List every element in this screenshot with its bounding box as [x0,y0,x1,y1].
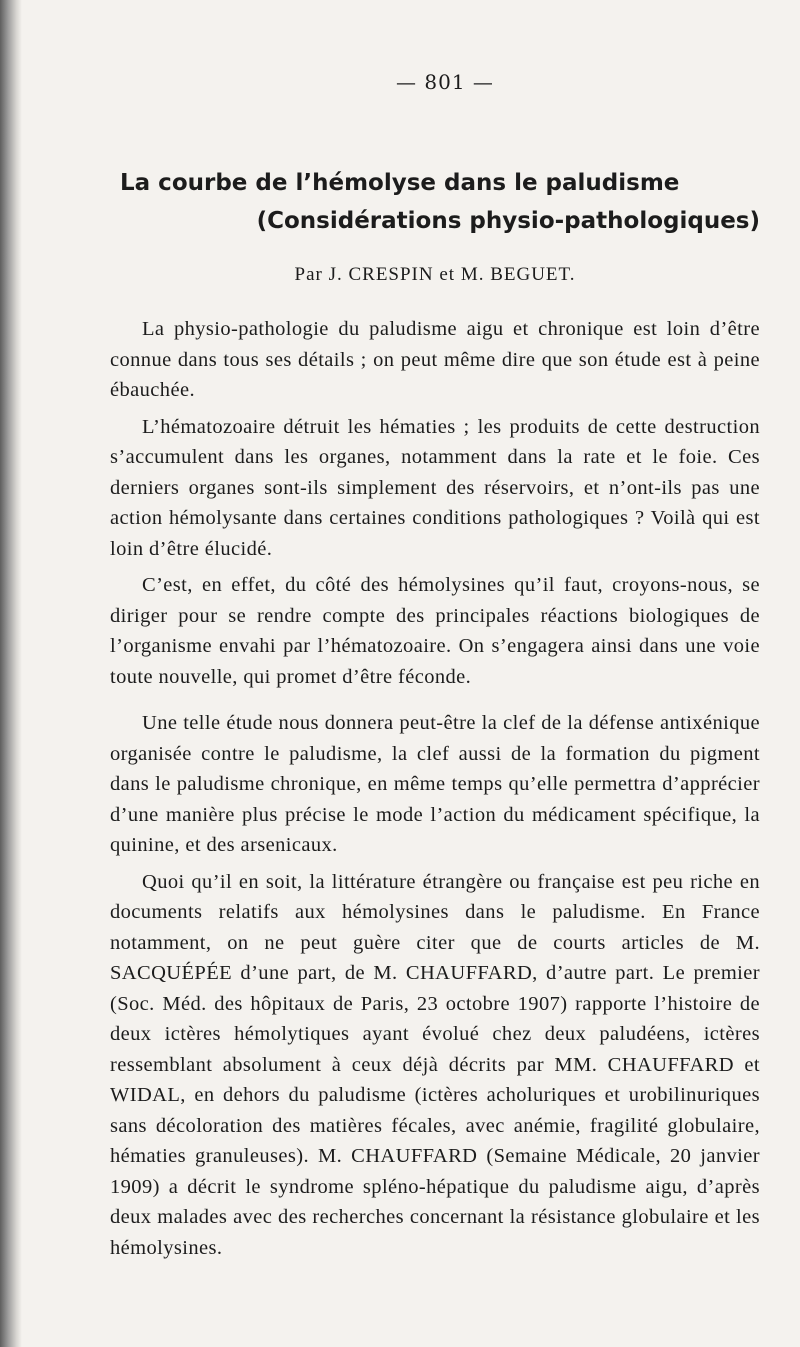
paragraph-2: L’hématozoaire détruit les hématies ; les produits de cette destruction s’accumulent dans les organes, notamment dans la rate et le foie. Ces derniers organes sont-ils simplement des réservoirs, et n’ont-ils pas une action hémolysante dans certaines conditions pathologiques ? Voilà qui est loin d’être élucidé. [110,415,760,560]
paragraph-3: C’est, en effet, du côté des hémolysines qu’il faut, croyons-nous, se diriger pour se rendre compte des principales réactions biologiques de l’organisme envahi par l’hématozoaire. On s’engagera ainsi dans une voie toute nouvelle, qui promet d’être féconde. [110,574,760,688]
article-title-line-1: La courbe de l’hémolyse dans le paludisme [120,170,680,196]
paragraph-4: Une telle étude nous donnera peut-être la clef de la défense antixénique organisée contre le paludisme, la clef aussi de la formation du pigment dans le paludisme chronique, en même temps qu’elle permettra d’apprécier d’une manière plus précise le mode l’action du médicament spécifique, la quinine, et des arsenicaux. [110,712,760,856]
paragraph-1: La physio-pathologie du paludisme aigu et chronique est loin d’être connue dans tous ses détails ; on peut même dire que son étude est à peine ébauchée. [110,318,760,401]
article-body [110,314,760,1263]
document-page [110,70,760,1269]
page-number: — 801 — [396,70,494,94]
article-authors: Par J. CRESPIN et M. BEGUET. [294,264,576,285]
paragraph-5: Quoi qu’il en soit, la littérature étrangère ou française est peu riche en documents relatifs aux hémolysines dans le paludisme. En France notamment, on ne peut guère citer que de courts articles de M. SACQUÉPÉE d’une part, de M. CHAUFFARD, d’autre part. Le premier (Soc. Méd. des hôpitaux de Paris, 23 octobre 1907) rapporte l’histoire de deux ictères hémolytiques ayant évolué chez deux paludéens, ictères ressemblant absolument à ceux déjà décrits par MM. CHAUFFARD et WIDAL, en dehors du paludisme (ictères acholuriques et urobilinuriques sans décoloration des matières fécales, avec anémie, fragilité globulaire, hématies granuleuses). M. CHAUFFARD (Semaine Médicale, 20 janvier 1909) a décrit le syndrome spléno-hépatique du paludisme aigu, d’après deux malades avec des recherches concernant la résistance globulaire et les hémolysines. [110,870,760,1259]
article-title-line-2: (Considérations physio-pathologiques) [256,208,760,234]
scan-binding-edge [0,0,22,1347]
article-title [110,164,760,240]
